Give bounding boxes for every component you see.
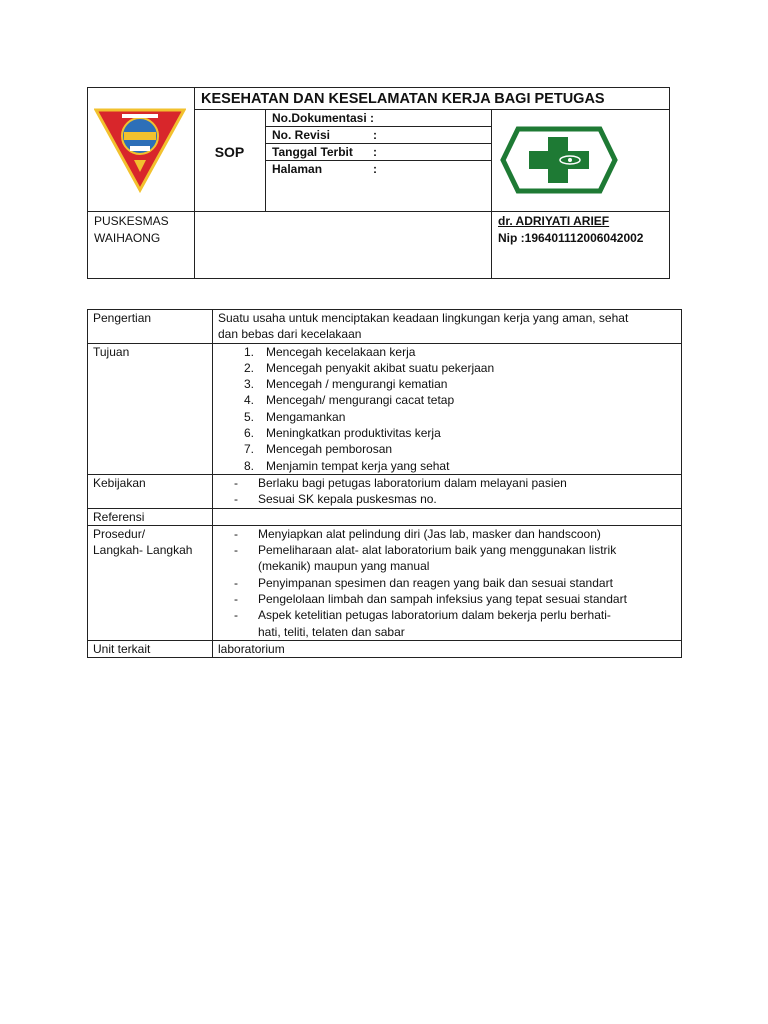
list-item: - Sesuai SK kepala puskesmas no. [234, 492, 437, 507]
sop-header [87, 87, 670, 279]
row-label: Prosedur/ Langkah- Langkah [88, 525, 213, 640]
table-row [88, 640, 682, 657]
divider [491, 110, 492, 278]
sop-content-table [87, 309, 682, 658]
divider [194, 88, 195, 278]
list-item: - Berlaku bagi petugas laboratorium dalam melayani pasien [234, 475, 567, 490]
regency-logo [94, 102, 186, 194]
definition-cell [213, 310, 682, 344]
issue-date-label: Tanggal Terbit [272, 145, 353, 159]
definition-line: Suatu usaha untuk menciptakan keadaan lingkungan kerja yang aman, sehat [218, 311, 629, 325]
org-name-line-1: PUSKESMAS [94, 214, 169, 228]
row-label: Kebijakan [88, 474, 213, 508]
table-row [88, 310, 682, 344]
divider [194, 109, 670, 110]
sop-label: SOP [214, 144, 245, 160]
page-label: Halaman [272, 162, 323, 176]
shield-emblem-icon [94, 102, 186, 194]
list-item: - Pengelolaan limbah dan sampah infeksius yang tepat sesuai standart [234, 592, 627, 607]
list-item: 3. Mencegah / mengurangi kematian [243, 377, 448, 392]
list-item: 7. Mencegah pemborosan [243, 442, 393, 457]
green-cross-icon [500, 126, 618, 194]
row-label: Unit terkait [88, 640, 213, 657]
colon: : [373, 128, 377, 142]
list-item: 8. Menjamin tempat kerja yang sehat [243, 458, 450, 473]
list-item: - Pemeliharaan alat- alat laboratorium baik yang menggunakan listrik (mekanik) maupun yang manual [234, 543, 617, 574]
list-item: - Penyimpanan spesimen dan reagen yang baik dan sesuai standart [234, 575, 613, 590]
table-row [88, 474, 682, 508]
row-label: Referensi [88, 508, 213, 525]
head-name: dr. ADRIYATI ARIEF [498, 214, 610, 228]
revision-label: No. Revisi [272, 128, 331, 142]
colon: : [373, 162, 377, 176]
colon: : [373, 145, 377, 159]
list-item: 6. Meningkatkan produktivitas kerja [243, 426, 441, 441]
divider [88, 211, 670, 212]
health-logo [500, 126, 618, 194]
objectives-cell [213, 343, 682, 474]
row-label: Tujuan [88, 343, 213, 474]
head-nip: Nip :196401112006042002 [498, 231, 644, 245]
doc-number-label: No.Dokumentasi : [272, 111, 375, 125]
policy-cell [213, 474, 682, 508]
table-row [88, 508, 682, 525]
list-item: 5. Mengamankan [243, 409, 346, 424]
list-item: - Menyiapkan alat pelindung diri (Jas lab, masker dan handscoon) [234, 526, 601, 541]
procedure-cell [213, 525, 682, 640]
definition-line: dan bebas dari kecelakaan [218, 327, 362, 342]
document-title: KESEHATAN DAN KESELAMATAN KERJA BAGI PETUGAS [201, 91, 605, 107]
list-item: 1. Mencegah kecelakaan kerja [243, 344, 416, 359]
table-row [88, 343, 682, 474]
list-item: - Aspek ketelitian petugas laboratorium dalam bekerja perlu berhati- hati, teliti, telaten dan sabar [234, 608, 611, 639]
unit-cell: laboratorium [213, 640, 682, 657]
table-row [88, 525, 682, 640]
list-item: 4. Mencegah/ mengurangi cacat tetap [243, 393, 455, 408]
row-label: Pengertian [88, 310, 213, 344]
reference-cell [213, 508, 682, 525]
org-name-line-2: WAIHAONG [94, 231, 161, 245]
list-item: 2. Mencegah penyakit akibat suatu pekerjaan [243, 360, 495, 375]
